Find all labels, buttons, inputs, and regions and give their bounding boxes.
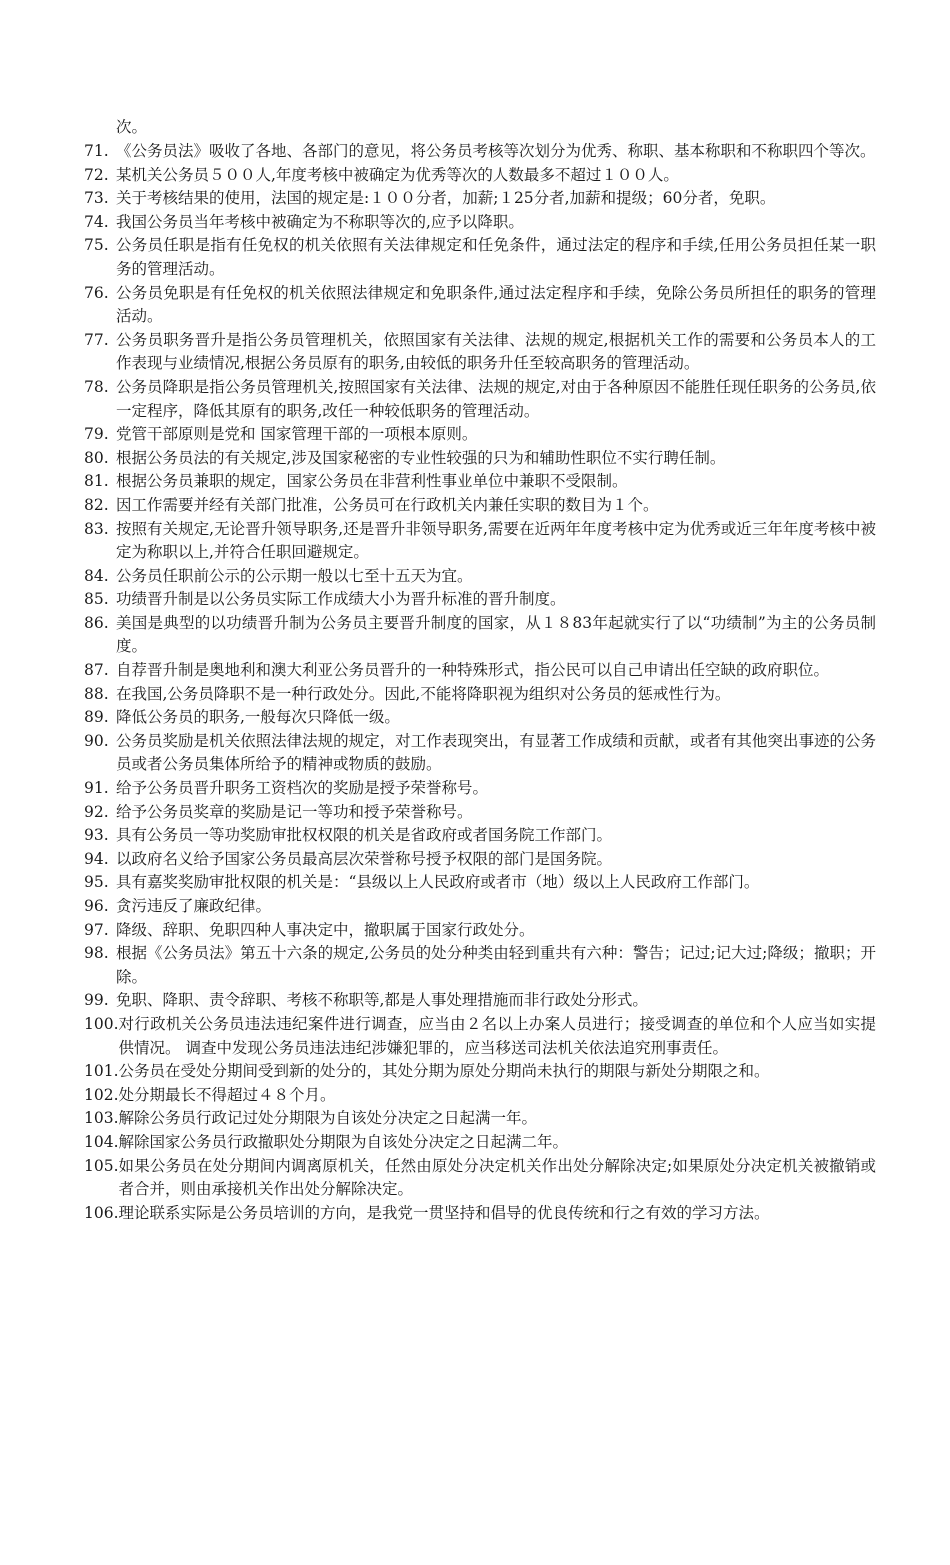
list-item <box>84 164 876 188</box>
item-text: 因工作需要并经有关部门批准，公务员可在行政机关内兼任实职的数目为１个。 <box>116 495 659 514</box>
item-text: 公务员在受处分期间受到新的处分的，其处分期为原处分期尚未执行的期限与新处分期限之和。 <box>118 1062 770 1081</box>
item-text: 《公务员法》吸收了各地、各部门的意见，将公务员考核等次划分为优秀、称职、基本称职和不称职四个等次。 <box>116 142 876 160</box>
list-item <box>84 518 876 565</box>
item-text: 如果公务员在处分期间内调离原机关，任然由原处分决定机关作出处分解除决定;如果原处分决定机关被撤销或者合并，则由承接机关作出处分解除决定。 <box>118 1156 876 1199</box>
list-item <box>84 871 876 895</box>
item-number: 78. <box>84 377 109 396</box>
item-text: 解除公务员行政记过处分期限为自该处分决定之日起满一年。 <box>118 1109 538 1128</box>
list-item <box>84 1084 876 1108</box>
item-text: 对行政机关公务员违法违纪案件进行调查，应当由２名以上办案人员进行；接受调查的单位和个人应当如实提供情况。 调查中发现公务员违法违纪涉嫌犯罪的，应当移送司法机关依法追究刑事责任。 <box>118 1014 876 1057</box>
item-text: 根据公务员兼职的规定，国家公务员在非营利性事业单位中兼职不受限制。 <box>116 472 628 491</box>
list-item <box>84 942 876 989</box>
item-text: 理论联系实际是公务员培训的方向，是我党一贯坚持和倡导的优良传统和行之有效的学习方法。 <box>118 1203 770 1222</box>
list-item <box>84 447 876 471</box>
item-number: 101. <box>84 1062 119 1081</box>
list-item <box>84 777 876 801</box>
item-number: 72. <box>84 165 109 184</box>
item-number: 71. <box>84 142 109 160</box>
list-item <box>84 282 876 329</box>
item-number: 73. <box>84 189 109 208</box>
list-item <box>84 234 876 281</box>
list-item <box>84 376 876 423</box>
item-number: 100. <box>84 1014 119 1033</box>
item-number: 81. <box>84 472 109 491</box>
item-text: 美国是典型的以功绩晋升制为公务员主要晋升制度的国家，从１８83年起就实行了以“功绩制”为主的公务员制度。 <box>116 613 876 656</box>
list-item <box>84 824 876 848</box>
list-item <box>84 423 876 447</box>
item-number: 103. <box>84 1109 119 1128</box>
item-number: 97. <box>84 920 109 939</box>
list-item <box>84 588 876 612</box>
item-text: 具有公务员一等功奖励审批权权限的机关是省政府或者国务院工作部门。 <box>116 826 613 845</box>
item-text: 自荐晋升制是奥地利和澳大利亚公务员晋升的一种特殊形式，指公民可以自己申请出任空缺的政府职位。 <box>116 661 830 680</box>
item-number: 80. <box>84 448 109 467</box>
item-number: 99. <box>84 991 109 1010</box>
list-item <box>84 329 876 376</box>
item-number: 94. <box>84 849 109 868</box>
item-number: 102. <box>84 1085 119 1104</box>
item-number: 91. <box>84 779 109 798</box>
item-text: 某机关公务员５００人,年度考核中被确定为优秀等次的人数最多不超过１００人。 <box>116 165 679 184</box>
item-number: 98. <box>84 944 109 963</box>
item-number: 104. <box>84 1132 119 1151</box>
continuation-text: 次。 <box>116 118 148 136</box>
item-text: 党管干部原则是党和 国家管理干部的一项根本原则。 <box>116 425 478 444</box>
item-number: 76. <box>84 283 109 302</box>
item-number: 87. <box>84 661 109 680</box>
list-item <box>84 1107 876 1131</box>
item-text: 按照有关规定,无论晋升领导职务,还是晋升非领导职务,需要在近两年年度考核中定为优秀或近三年年度考核中被定为称职以上,并符合任职回避规定。 <box>116 519 876 562</box>
item-text: 降级、辞职、免职四种人事决定中，撤职属于国家行政处分。 <box>116 920 535 939</box>
item-text: 公务员任职是指有任免权的机关依照有关法律规定和任免条件，通过法定的程序和手续,任用公务员担任某一职务的管理活动。 <box>116 236 876 278</box>
list-item <box>84 895 876 919</box>
list-item <box>84 801 876 825</box>
item-text: 给予公务员晋升职务工资档次的奖励是授予荣誉称号。 <box>116 779 489 798</box>
item-number: 75. <box>84 236 109 255</box>
list-item <box>84 612 876 659</box>
list-item <box>84 565 876 589</box>
list-item <box>84 494 876 518</box>
item-text: 根据公务员法的有关规定,涉及国家秘密的专业性较强的只为和辅助性职位不实行聘任制。 <box>116 448 726 467</box>
item-text: 贪污违反了廉政纪律。 <box>116 897 272 915</box>
item-number: 85. <box>84 590 109 609</box>
item-number: 90. <box>84 731 109 750</box>
item-number: 79. <box>84 425 109 444</box>
list-item <box>84 730 876 777</box>
item-text: 在我国,公务员降职不是一种行政处分。因此,不能将降职视为组织对公务员的惩戒性行为。 <box>116 684 731 703</box>
item-text: 公务员奖励是机关依照法律法规的规定，对工作表现突出，有显著工作成绩和贡献，或者有其他突出事迹的公务员或者公务员集体所给予的精神或物质的鼓励。 <box>116 731 876 774</box>
item-text: 给予公务员奖章的奖励是记一等功和授予荣誉称号。 <box>116 802 473 821</box>
item-text: 以政府名义给予国家公务员最高层次荣誉称号授予权限的部门是国务院。 <box>116 849 613 868</box>
list-item <box>84 683 876 707</box>
item-number: 92. <box>84 802 109 821</box>
list-item <box>84 989 876 1013</box>
item-number: 88. <box>84 684 109 703</box>
item-text: 具有嘉奖奖励审批权限的机关是：“县级以上人民政府或者市（地）级以上人民政府工作部门。 <box>116 873 760 892</box>
item-number: 82. <box>84 495 109 514</box>
item-text: 功绩晋升制是以公务员实际工作成绩大小为晋升标准的晋升制度。 <box>116 590 566 609</box>
item-number: 106. <box>84 1203 119 1222</box>
item-text: 降低公务员的职务,一般每次只降低一级。 <box>116 708 400 727</box>
item-text: 根据《公务员法》第五十六条的规定,公务员的处分种类由轻到重共有六种：警告；记过;记大过;降级；撤职；开除。 <box>116 944 876 986</box>
list-item <box>84 1155 876 1202</box>
item-text: 公务员免职是有任免权的机关依照法律规定和免职条件,通过法定程序和手续，免除公务员所担任的职务的管理活动。 <box>116 283 876 326</box>
item-text: 解除国家公务员行政撤职处分期限为自该处分决定之日起满二年。 <box>118 1132 569 1151</box>
list-item <box>84 706 876 730</box>
list-item <box>84 470 876 494</box>
list-item <box>84 1013 876 1060</box>
item-text: 公务员任职前公示的公示期一般以七至十五天为宜。 <box>116 566 473 585</box>
item-number: 93. <box>84 826 109 845</box>
item-text: 公务员降职是指公务员管理机关,按照国家有关法律、法规的规定,对由于各种原因不能胜任现任职务的公务员,依一定程序，降低其原有的职务,改任一种较低职务的管理活动。 <box>116 377 876 420</box>
item-number: 105. <box>84 1156 119 1175</box>
numbered-list <box>84 140 876 1225</box>
item-number: 96. <box>84 897 109 915</box>
list-item <box>84 919 876 943</box>
list-item <box>84 1202 876 1226</box>
item-number: 89. <box>84 708 109 727</box>
item-text: 关于考核结果的使用，法国的规定是:１００分者，加薪;１25分者,加薪和提级；60分者，免职。 <box>116 189 776 208</box>
list-item <box>84 848 876 872</box>
list-item <box>84 659 876 683</box>
item-number: 83. <box>84 519 109 538</box>
list-item <box>84 140 876 164</box>
item-text: 免职、降职、责令辞职、考核不称职等,都是人事处理措施而非行政处分形式。 <box>116 991 648 1010</box>
list-item <box>84 187 876 211</box>
list-item <box>84 1131 876 1155</box>
item-number: 86. <box>84 613 109 632</box>
list-item <box>84 1060 876 1084</box>
item-text: 处分期最长不得超过４８个月。 <box>118 1085 336 1104</box>
item-text: 公务员职务晋升是指公务员管理机关，依照国家有关法律、法规的规定,根据机关工作的需要和公务员本人的工作表现与业绩情况,根据公务员原有的职务,由较低的职务升任至较高职务的管理活动。 <box>116 330 876 373</box>
item-number: 77. <box>84 330 109 349</box>
list-item <box>84 211 876 235</box>
item-number: 84. <box>84 566 109 585</box>
item-text: 我国公务员当年考核中被确定为不称职等次的,应予以降职。 <box>116 212 524 231</box>
item-number: 74. <box>84 212 109 231</box>
item-number: 95. <box>84 873 109 892</box>
